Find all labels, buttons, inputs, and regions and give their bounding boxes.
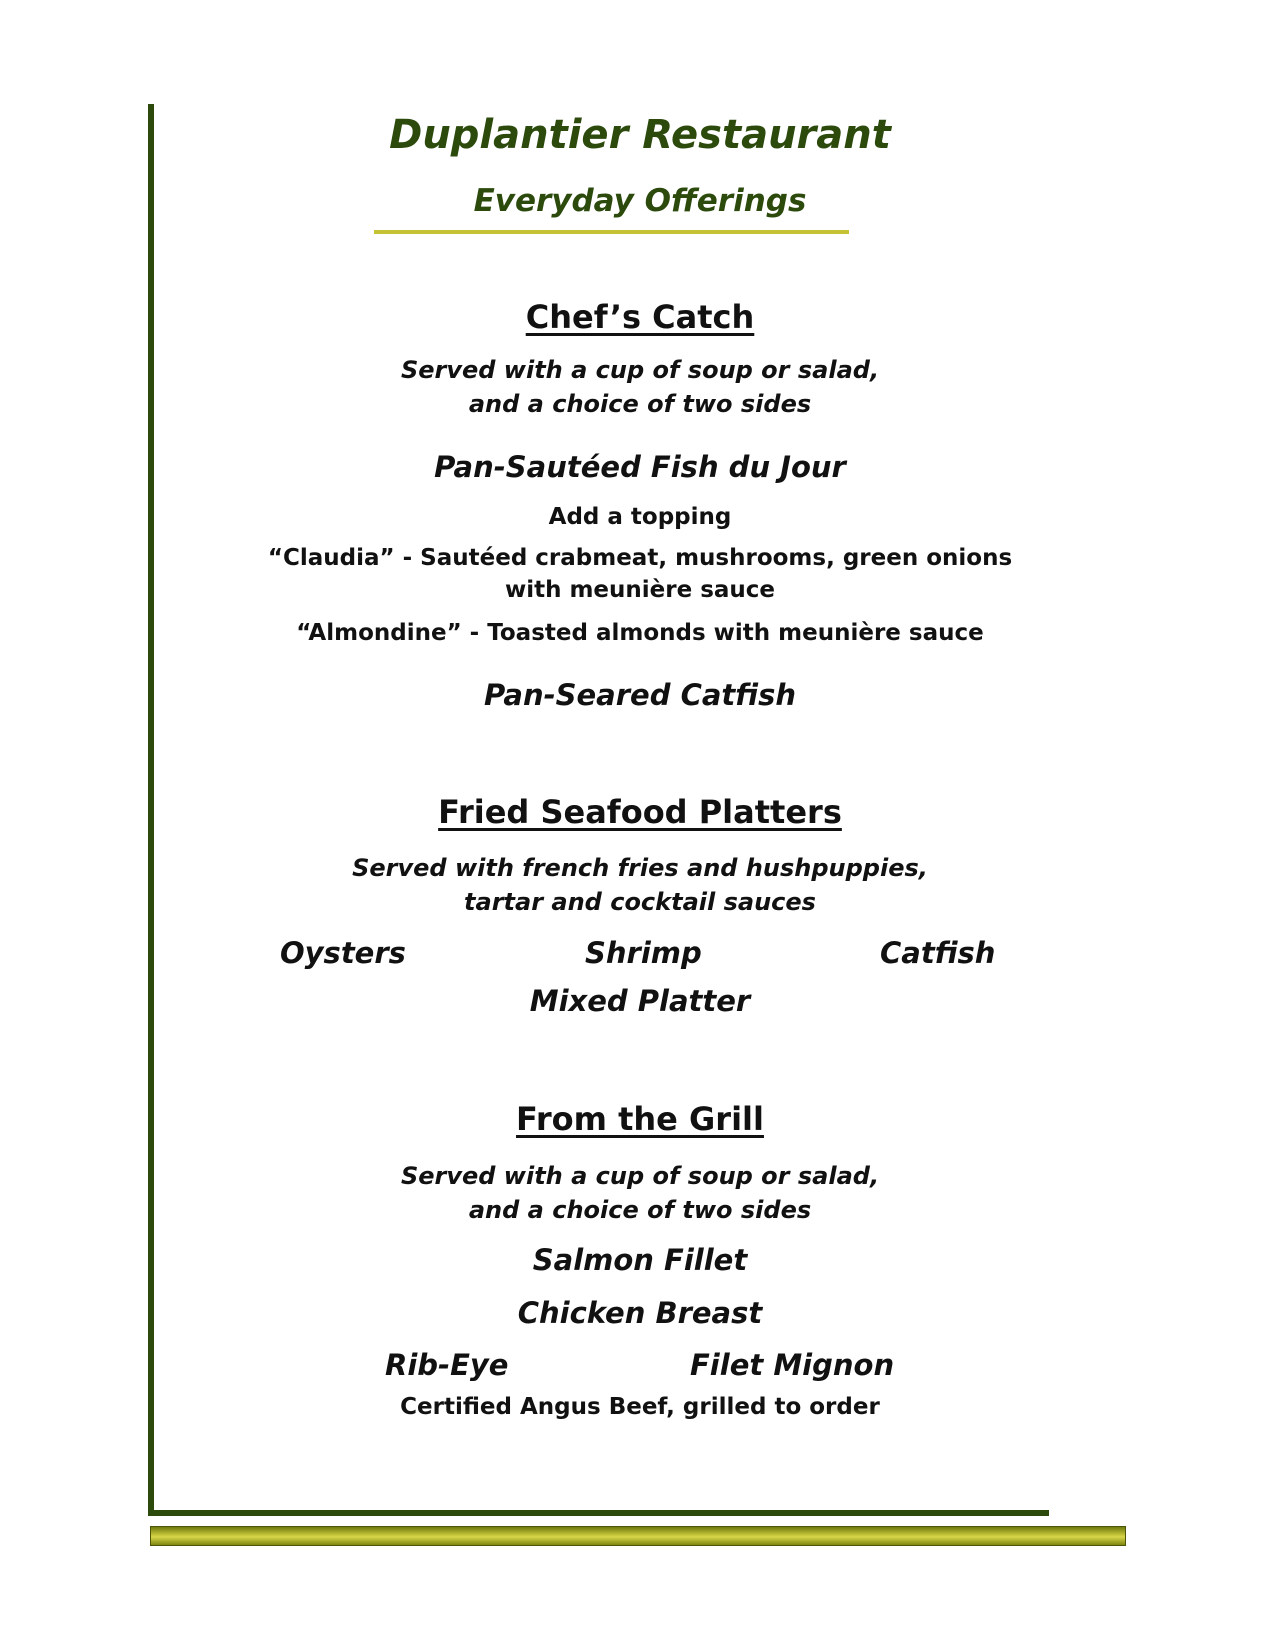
chefs-catch-note-line2: and a choice of two sides <box>468 390 812 418</box>
menu-item-pan-seared-catfish: Pan-Seared Catfish <box>483 678 797 712</box>
angus-beef-note: Certified Angus Beef, grilled to order <box>400 1394 880 1420</box>
menu-item-shrimp: Shrimp <box>585 936 702 970</box>
topping-claudia-line1: “Claudia” - Sautéed crabmeat, mushrooms, green onions <box>267 545 1013 571</box>
menu-item-mixed-platter: Mixed Platter <box>529 984 751 1018</box>
chefs-catch-note-line1: Served with a cup of soup or salad, <box>400 356 880 384</box>
section-heading-chefs-catch: Chef’s Catch <box>525 298 755 336</box>
fried-platters-note-line1: Served with french fries and hushpuppies, <box>352 854 928 882</box>
menu-item-salmon-fillet: Salmon Fillet <box>532 1243 748 1277</box>
section-heading-fried-platters: Fried Seafood Platters <box>438 793 842 831</box>
topping-claudia-line2: with meunière sauce <box>504 577 776 603</box>
menu-item-rib-eye: Rib-Eye <box>385 1348 509 1382</box>
menu-item-fish-du-jour: Pan-Sautéed Fish du Jour <box>434 450 846 484</box>
restaurant-title: Duplantier Restaurant <box>389 112 891 158</box>
grill-note-line1: Served with a cup of soup or salad, <box>400 1162 880 1190</box>
menu-item-catfish: Catfish <box>880 936 996 970</box>
topping-almondine: “Almondine” - Toasted almonds with meunière sauce <box>296 620 984 646</box>
left-border-rule <box>148 104 154 1516</box>
menu-item-filet-mignon: Filet Mignon <box>690 1348 895 1382</box>
menu-item-chicken-breast: Chicken Breast <box>517 1296 763 1330</box>
bottom-border-rule <box>148 1510 1049 1516</box>
section-heading-from-the-grill: From the Grill <box>516 1100 764 1138</box>
title-underline-rule <box>374 230 849 234</box>
menu-item-oysters: Oysters <box>280 936 406 970</box>
grill-note-line2: and a choice of two sides <box>468 1196 812 1224</box>
topping-label: Add a topping <box>548 504 732 530</box>
menu-subtitle: Everyday Offerings <box>473 183 807 219</box>
fried-platters-note-line2: tartar and cocktail sauces <box>464 888 816 916</box>
footer-band <box>150 1526 1126 1546</box>
